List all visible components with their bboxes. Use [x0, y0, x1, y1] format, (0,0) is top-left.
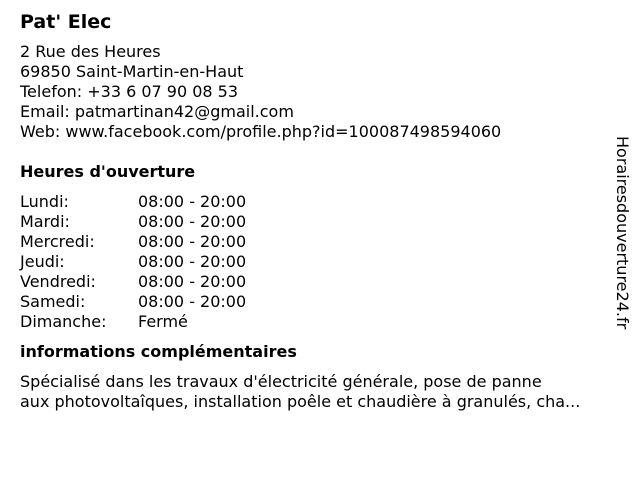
day-label: Samedi: [20, 292, 86, 311]
info-line-1: Spécialisé dans les travaux d'électricité générale, pose de panne [20, 372, 542, 391]
hours-row-friday [20, 272, 620, 292]
day-hours: 08:00 - 20:00 [138, 292, 247, 311]
hours-row-monday [20, 192, 620, 212]
day-label: Dimanche: [20, 312, 107, 331]
website-url: Web: www.facebook.com/profile.php?id=100087498594060 [20, 122, 502, 141]
opening-hours-list [20, 192, 620, 332]
contact-block [20, 42, 620, 142]
hours-row-tuesday [20, 212, 620, 232]
phone-number: Telefon: +33 6 07 90 08 53 [20, 82, 239, 101]
address-line-1: 2 Rue des Heures [20, 42, 161, 61]
site-watermark: Horairesdouverture24.fr [613, 136, 632, 330]
day-hours: 08:00 - 20:00 [138, 272, 247, 291]
day-label: Lundi: [20, 192, 69, 211]
hours-row-saturday [20, 292, 620, 312]
day-hours: 08:00 - 20:00 [138, 232, 247, 251]
day-label: Jeudi: [20, 252, 65, 271]
day-label: Vendredi: [20, 272, 96, 291]
hours-row-wednesday [20, 232, 620, 252]
day-hours: Fermé [138, 312, 188, 331]
address-line-2: 69850 Saint-Martin-en-Haut [20, 62, 244, 81]
day-hours: 08:00 - 20:00 [138, 192, 247, 211]
day-hours: 08:00 - 20:00 [138, 252, 247, 271]
day-hours: 08:00 - 20:00 [138, 212, 247, 231]
hours-row-sunday [20, 312, 620, 332]
day-label: Mardi: [20, 212, 70, 231]
email-address: Email: patmartinan42@gmail.com [20, 102, 294, 121]
info-description [20, 372, 620, 412]
business-card [20, 8, 620, 412]
hours-row-thursday [20, 252, 620, 272]
day-label: Mercredi: [20, 232, 95, 251]
info-title: informations complémentaires [20, 342, 297, 361]
hours-title: Heures d'ouverture [20, 162, 196, 181]
info-line-2: aux photovoltaîques, installation poêle et chaudière à granulés, cha... [20, 392, 581, 411]
business-name: Pat' Elec [20, 11, 112, 33]
